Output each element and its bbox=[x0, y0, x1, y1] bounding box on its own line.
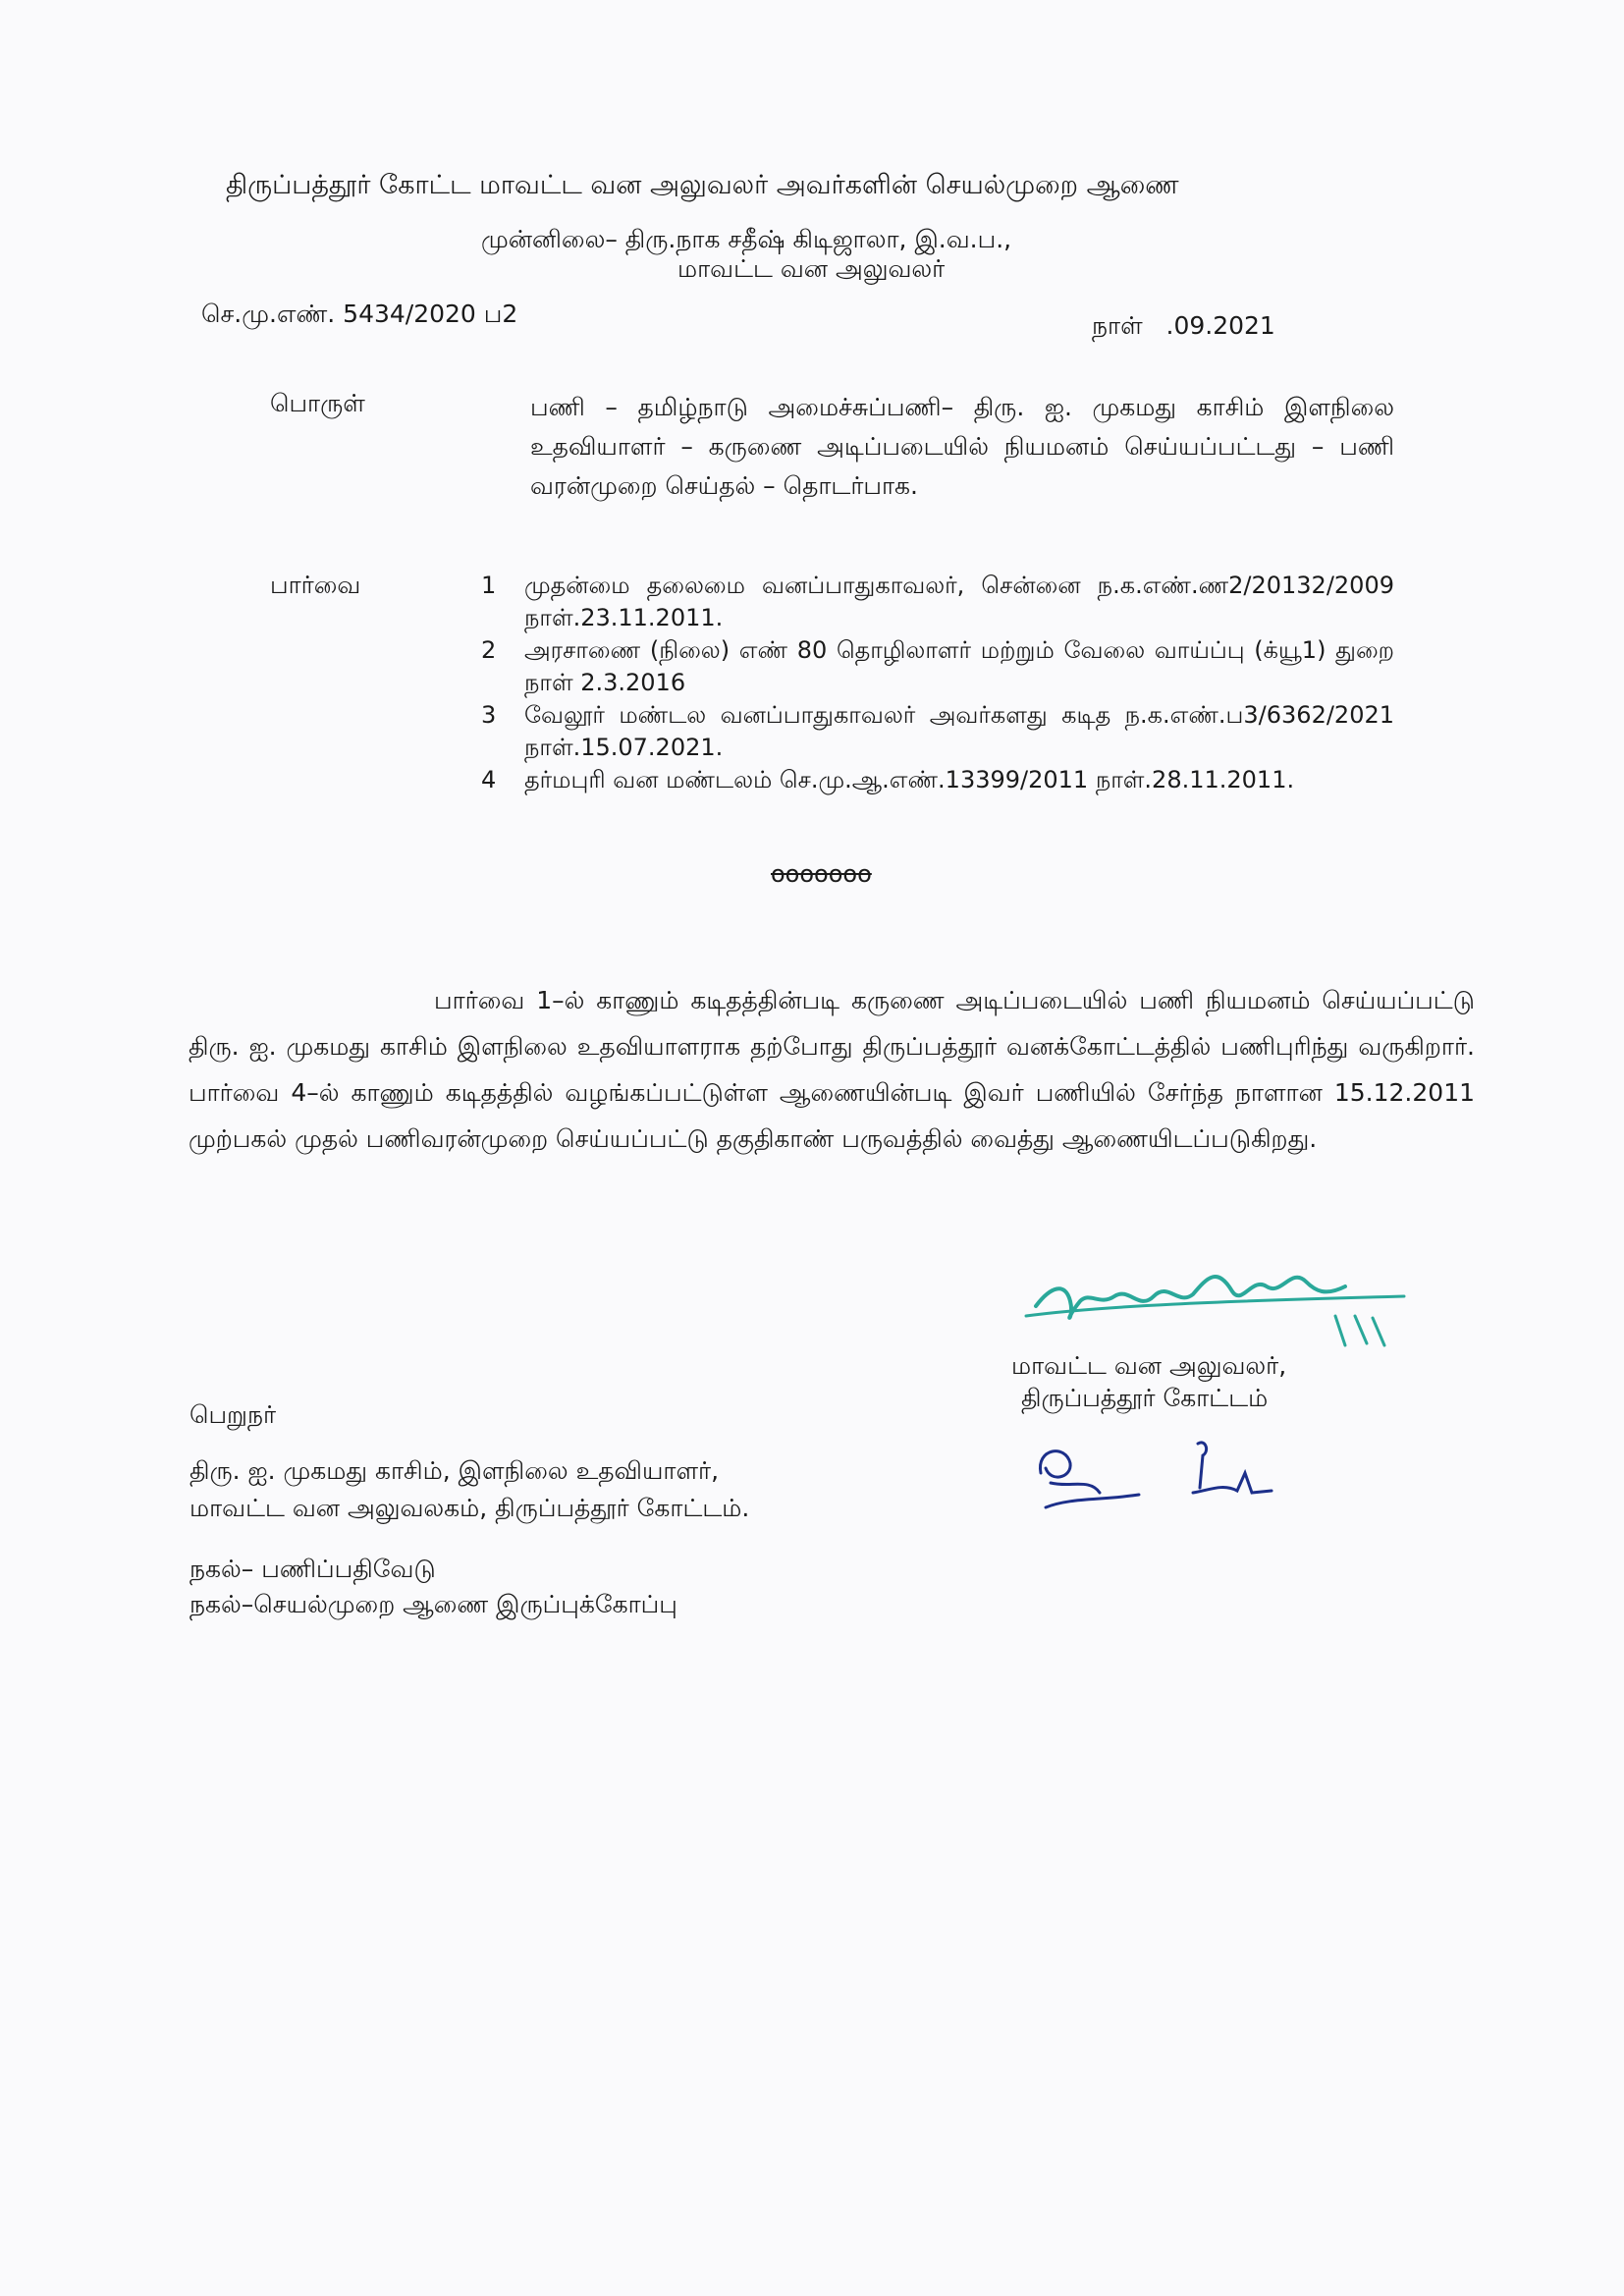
presence-line: முன்னிலை– திரு.நாக சதீஷ் கிடிஜாலா, இ.வ.ப., bbox=[481, 225, 1012, 253]
recipient-label: பெறுநர் bbox=[189, 1400, 277, 1429]
reference-number: செ.மு.எண். 5434/2020 ப2 bbox=[201, 300, 518, 328]
references-list bbox=[481, 570, 1394, 796]
references-label: பார்வை bbox=[270, 571, 361, 599]
reference-item bbox=[481, 570, 1394, 634]
recipient-address: மாவட்ட வன அலுவலகம், திருப்பத்தூர் கோட்டம். bbox=[189, 1494, 750, 1522]
reference-text: வேலூர் மண்டல வனப்பாதுகாவலர் அவர்களது கடித ந.க.எண்.ப3/6362/2021 நாள்.15.07.2021. bbox=[524, 701, 1394, 761]
signatory-designation: மாவட்ட வன அலுவலர், bbox=[1011, 1351, 1287, 1380]
reference-item bbox=[481, 634, 1394, 699]
signatory-office: திருப்பத்தூர் கோட்டம் bbox=[1021, 1384, 1269, 1412]
initials-image bbox=[1031, 1434, 1286, 1522]
order-body-paragraph: பார்வை 1–ல் காணும் கடிதத்தின்படி கருணை அடிப்படையில் பணி நியமனம் செய்யப்பட்டு திரு. ஐ. முகமது காசிம் இளநிலை உதவியாளராக தற்போது திருப்பத்தூர் வனக்கோட்டத்தில் பணிபுரிந்து வருகிறார். பார்வை 4–ல் காணும் கடிதத்தில் வழங்கப்பட்டுள்ள ஆணையின்படி இவர் பணியில் சேர்ந்த நாளான 15.12.2011 முற்பகல் முதல் பணிவரன்முறை செய்யப்பட்டு தகுதிகாண் பருவத்தில் வைத்து ஆணையிடப்படுகிறது. bbox=[189, 986, 1475, 1153]
section-separator: ooooooo bbox=[771, 860, 872, 888]
reference-text: தர்மபுரி வன மண்டலம் செ.மு.ஆ.எண்.13399/2011 நாள்.28.11.2011. bbox=[524, 766, 1295, 793]
copy-line: நகல்–செயல்முறை ஆணை இருப்புக்கோப்பு bbox=[189, 1590, 677, 1618]
copy-line: நகல்– பணிப்பதிவேடு bbox=[189, 1555, 436, 1583]
reference-text: அரசாணை (நிலை) எண் 80 தொழிலாளர் மற்றும் வேலை வாய்ப்பு (க்யூ1) துறை நாள் 2.3.2016 bbox=[524, 636, 1394, 696]
reference-number-label: 3 bbox=[481, 701, 497, 729]
officer-signature-image bbox=[1021, 1247, 1414, 1355]
reference-number-label: 1 bbox=[481, 572, 497, 599]
reference-text: முதன்மை தலைமை வனப்பாதுகாவலர், சென்னை ந.க.எண்.ண2/20132/2009 நாள்.23.11.2011. bbox=[524, 572, 1394, 631]
subject-text: பணி – தமிழ்நாடு அமைச்சுப்பணி– திரு. ஐ. முகமது காசிம் இளநிலை உதவியாளர் – கருணை அடிப்படையில் நியமனம் செய்யப்பட்டது – பணி வரன்முறை செய்தல் – தொடர்பாக. bbox=[530, 393, 1394, 500]
reference-number-label: 4 bbox=[481, 766, 497, 793]
presence-designation: மாவட்ட வன அலுவலர் bbox=[677, 254, 946, 283]
reference-number-label: 2 bbox=[481, 636, 497, 664]
recipient-name: திரு. ஐ. முகமது காசிம், இளநிலை உதவியாளர், bbox=[189, 1456, 720, 1485]
order-title: திருப்பத்தூர் கோட்ட மாவட்ட வன அலுவலர் அவர்களின் செயல்முறை ஆணை bbox=[226, 170, 1179, 200]
order-date: நாள் .09.2021 bbox=[1092, 311, 1275, 340]
reference-item bbox=[481, 699, 1394, 764]
reference-item bbox=[481, 764, 1394, 796]
subject-label: பொருள் bbox=[270, 389, 365, 417]
